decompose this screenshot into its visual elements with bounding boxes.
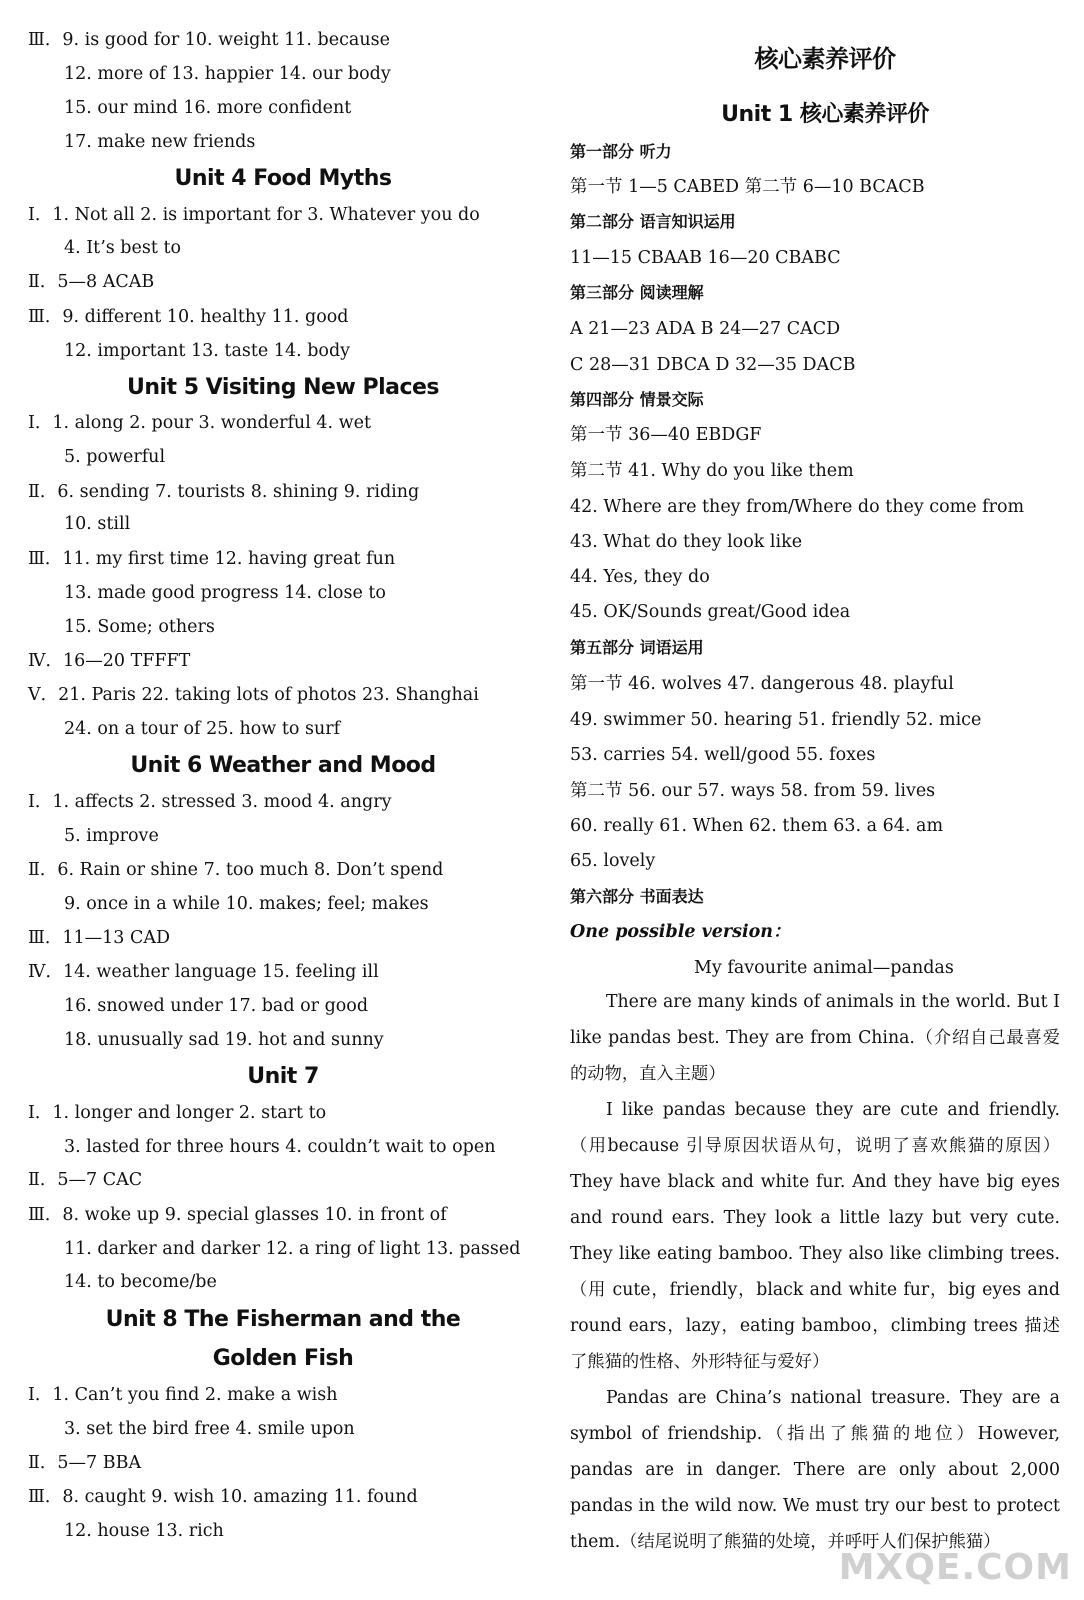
answer-line: 第二节 56. our 57. ways 58. from 59. lives [570,781,936,801]
answer-line: 53. carries 54. well/good 55. foxes [570,745,876,765]
answer-line: 12. important 13. taste 14. body [64,341,351,361]
answer-line: Ⅱ．6. Rain or shine 7. too much 8. Don’t spend [28,860,444,880]
answer-line: Ⅱ．5—7 CAC [28,1170,143,1190]
answer-line: 9. once in a while 10. makes; feel; makes [64,894,429,914]
section-heading: 第二部分 语言知识运用 [570,212,736,231]
essay-title: My favourite animal—pandas [694,958,954,978]
unit6-title: Unit 6 Weather and Mood [130,753,436,778]
answer-line: 44. Yes, they do [570,567,710,587]
unit5-title: Unit 5 Visiting New Places [126,375,440,400]
section-heading: 第一部分 听力 [570,142,672,161]
answer-line: Ⅲ．11. my first time 12. having great fun [28,549,396,569]
answer-line: 11—15 CBAAB 16—20 CBABC [570,248,841,268]
answer-line: Ⅳ．14. weather language 15. feeling ill [28,962,379,982]
section-heading: 第五部分 词语运用 [570,638,704,657]
answer-line: 4. It’s best to [64,238,182,258]
essay-paragraph: I like pandas because they are cute and friendly.（用because 引导原因状语从句，说明了喜欢熊猫的原因）They have black and white fur. And they have big eyes and round ears. They look a little lazy but very cute. They like eating bamboo. They also like climbing trees.（用 cute，friendly，black and white fur，big eyes and round ears，lazy，eating bamboo，climbing trees 描述了熊猫的性格、外形特征与爱好） [570,1100,1060,1372]
answer-line: Ⅰ．1. Can’t you find 2. make a wish [28,1385,338,1405]
unit8-title: Unit 8 The Fisherman and the [105,1307,461,1332]
answer-line: 17. make new friends [64,132,256,152]
main-title: 核心素养评价 [754,45,896,73]
answer-line: Ⅲ．8. woke up 9. special glasses 10. in front of [28,1205,447,1225]
answer-line: Ⅱ．5—8 ACAB [28,272,155,292]
answer-line: Ⅰ．1. affects 2. stressed 3. mood 4. angry [28,792,392,812]
version-label: One possible version： [570,922,791,942]
watermark-logo: MXQE.COM [838,1547,1072,1588]
answer-line: Ⅰ．1. longer and longer 2. start to [28,1103,327,1123]
answer-line: 5. improve [64,826,159,846]
answer-line: A 21—23 ADA B 24—27 CACD [570,319,841,339]
answer-line: 49. swimmer 50. hearing 51. friendly 52. mice [570,710,982,730]
unit7-title: Unit 7 [247,1064,319,1089]
answer-line: 13. made good progress 14. close to [64,583,386,603]
answer-line: 12. house 13. rich [64,1521,224,1541]
answer-line: 3. lasted for three hours 4. couldn’t wait to open [64,1137,496,1157]
unit4-title: Unit 4 Food Myths [174,166,392,191]
answer-line: 45. OK/Sounds great/Good idea [570,602,851,622]
essay-body [570,984,1060,1560]
essay-paragraph: Pandas are China’s national treasure. They are a symbol of friendship.（指出了熊猫的地位）However, pandas are in danger. There are only about 2,000 pandas in the wild now. We must try our best to protect them.（结尾说明了熊猫的处境，并呼吁人们保护熊猫） [570,1388,1060,1552]
answer-line: Ⅲ．8. caught 9. wish 10. amazing 11. found [28,1487,418,1507]
unit8-title-cont: Golden Fish [212,1346,354,1371]
answer-line: Ⅰ．1. Not all 2. is important for 3. Whatever you do [28,205,480,225]
answer-line: 第一节 1—5 CABED 第二节 6—10 BCACB [570,177,925,197]
answer-line: Ⅱ．5—7 BBA [28,1453,142,1473]
answer-line: 15. Some; others [64,617,215,637]
answer-line: 43. What do they look like [570,532,803,552]
answer-line: 第一节 36—40 EBDGF [570,425,762,445]
answer-line: 42. Where are they from/Where do they come from [570,497,1025,517]
section-heading: 第四部分 情景交际 [570,390,704,409]
answer-line: Ⅲ．11—13 CAD [28,928,171,948]
answer-line: Ⅳ．16—20 TFFFT [28,651,191,671]
answer-line: 3. set the bird free 4. smile upon [64,1419,355,1439]
answer-line: 5. powerful [64,447,166,467]
unit1-title: Unit 1 核心素养评价 [721,102,929,127]
answer-line: 10. still [64,514,131,534]
answer-line: 60. really 61. When 62. them 63. a 64. am [570,816,944,836]
answer-line: 第二节 41. Why do you like them [570,461,854,481]
answer-line: C 28—31 DBCA D 32—35 DACB [570,355,856,375]
answer-line: Ⅴ．21. Paris 22. taking lots of photos 23. Shanghai [28,685,479,705]
answer-line: 第一节 46. wolves 47. dangerous 48. playful [570,674,954,694]
answer-line: 14. to become/be [64,1272,217,1292]
answer-line: 24. on a tour of 25. how to surf [64,719,341,739]
answer-line: 11. darker and darker 12. a ring of light 13. passed [64,1239,521,1259]
section-heading: 第三部分 阅读理解 [570,283,704,302]
answer-line: Ⅲ．9. different 10. healthy 11. good [28,307,349,327]
answer-line: Ⅰ．1. along 2. pour 3. wonderful 4. wet [28,413,371,433]
answer-line: 12. more of 13. happier 14. our body [64,64,391,84]
answer-line: 15. our mind 16. more confident [64,98,352,118]
answer-line: 16. snowed under 17. bad or good [64,996,369,1016]
answer-line: Ⅱ．6. sending 7. tourists 8. shining 9. riding [28,482,420,502]
section-heading: 第六部分 书面表达 [570,887,704,906]
answer-line: 65. lovely [570,851,656,871]
essay-paragraph: There are many kinds of animals in the world. But I like pandas best. They are from China.（介绍自己最喜爱的动物，直入主题） [570,992,1060,1084]
answer-line: Ⅲ．9. is good for 10. weight 11. because [28,30,390,50]
answer-line: 18. unusually sad 19. hot and sunny [64,1030,384,1050]
